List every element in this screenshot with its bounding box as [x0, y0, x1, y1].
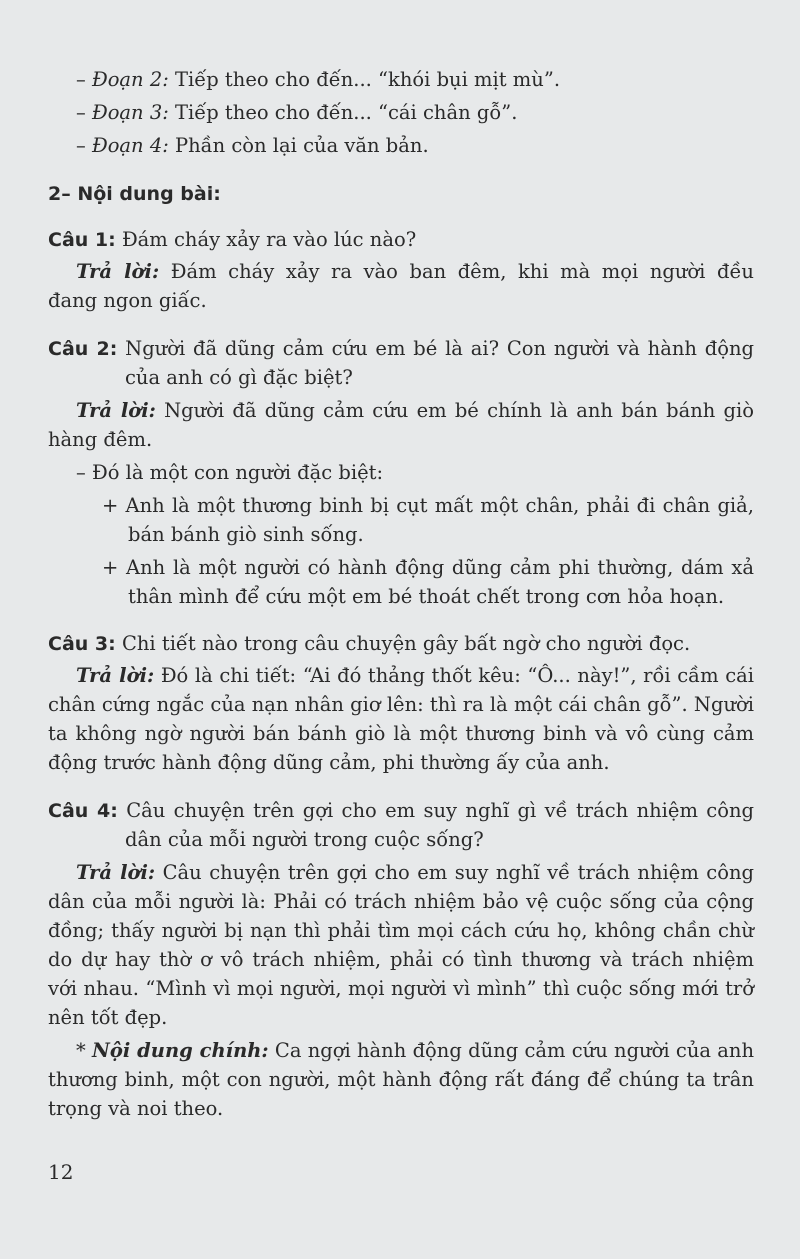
question-label: Câu 1: [48, 229, 116, 251]
answer-2-line-2: hàng đêm. [48, 428, 153, 451]
question-2-line-1: Câu 2: Người đã dũng cảm cứu em bé là ai? Con người và hành động [48, 337, 754, 360]
main-content-label: Nội dung chính: [92, 1039, 269, 1062]
answer-label: Trả lời: [76, 399, 156, 422]
main-content-line-2: thương binh, một con người, một hành động rất đáng để chúng ta trân [48, 1068, 754, 1091]
question-1 [48, 226, 416, 254]
question-text: Chi tiết nào trong câu chuyện gây bất ngờ cho người đọc. [121, 632, 691, 655]
answer-3-line-1: Trả lời: Đó là chi tiết: “Ai đó thảng thốt kêu: “Ô... này!”, rồi cầm cái [76, 664, 754, 687]
outline-label: Đoạn 2: [91, 68, 169, 91]
answer-4-line-6: nên tốt đẹp. [48, 1006, 168, 1029]
answer-label: Trả lời: [76, 664, 155, 687]
answer-2-bullet-1-line-1: + Anh là một thương binh bị cụt mất một chân, phải đi chân giả, [102, 494, 754, 517]
answer-3-line-2: chân cứng ngắc của nạn nhân giơ lên: thì ra là một cái chân gỗ”. Người [48, 693, 754, 716]
question-label: Câu 2: [48, 338, 118, 360]
answer-4-line-4: do dự hay thờ ơ vô trách nhiệm, phải có tình thương và trách nhiệm [48, 948, 754, 971]
answer-3-line-3: ta không ngờ người bán bánh giò là một thương binh và vô cùng cảm [48, 722, 754, 745]
answer-label: Trả lời: [76, 861, 156, 884]
question-2-line-2: của anh có gì đặc biệt? [125, 366, 353, 389]
answer-2-bullet-2-line-1: + Anh là một người có hành động dũng cảm phi thường, dám xả [102, 556, 754, 579]
question-text: Đám cháy xảy ra vào lúc nào? [121, 228, 417, 251]
main-content-line-1: * Nội dung chính: Ca ngợi hành động dũng cảm cứu người của anh [76, 1039, 755, 1062]
answer-3-line-4: động trước hành động dũng cảm, phi thường ấy của anh. [48, 751, 610, 774]
outline-text: Tiếp theo cho đến... “khói bụi mịt mù”. [175, 68, 561, 91]
question-4-line-2: dân của mỗi người trong cuộc sống? [125, 828, 484, 851]
outline-text: Tiếp theo cho đến... “cái chân gỗ”. [175, 101, 518, 124]
question-label: Câu 3: [48, 633, 116, 655]
answer-4-line-1: Trả lời: Câu chuyện trên gợi cho em suy nghĩ về trách nhiệm công [76, 861, 755, 884]
answer-2-line-1: Trả lời: Người đã dũng cảm cứu em bé chính là anh bán bánh giò [76, 399, 755, 422]
question-label: Câu 4: [48, 800, 118, 822]
answer-2-bullet-2-line-2: thân mình để cứu một em bé thoát chết trong cơn hỏa hoạn. [128, 585, 725, 608]
answer-4-line-3: đồng; thấy người bị nạn thì phải tìm mọi cách cứu họ, không chần chừ [48, 919, 754, 942]
answer-1-line-2: đang ngon giấc. [48, 289, 207, 312]
section-heading: 2– Nội dung bài: [48, 183, 221, 205]
outline-label: Đoạn 4: [91, 134, 169, 157]
outline-doan-4: – Đoạn 4: Phần còn lại của văn bản. [76, 134, 429, 157]
main-content-line-3: trọng và noi theo. [48, 1097, 224, 1120]
answer-label: Trả lời: [76, 260, 160, 283]
answer-2-bullet-1-line-2: bán bánh giò sinh sống. [128, 523, 364, 546]
answer-4-line-5: với nhau. “Mình vì mọi người, mọi người vì mình” thì cuộc sống mới trở [48, 977, 754, 1000]
answer-4-line-2: dân của mỗi người là: Phải có trách nhiệm bảo vệ cuộc sống của cộng [48, 890, 754, 913]
outline-text: Phần còn lại của văn bản. [175, 134, 429, 157]
question-4-line-1: Câu 4: Câu chuyện trên gợi cho em suy nghĩ gì về trách nhiệm công [48, 799, 754, 822]
outline-label: Đoạn 3: [91, 101, 169, 124]
outline-doan-2: – Đoạn 2: Tiếp theo cho đến... “khói bụi mịt mù”. [76, 68, 561, 91]
answer-2-dash-line: – Đó là một con người đặc biệt: [76, 461, 384, 484]
question-3 [48, 630, 690, 658]
page-number: 12 [48, 1160, 74, 1184]
answer-1-line-1: Trả lời: Đám cháy xảy ra vào ban đêm, khi mà mọi người đều [76, 260, 754, 283]
outline-doan-3: – Đoạn 3: Tiếp theo cho đến... “cái chân gỗ”. [76, 101, 518, 124]
